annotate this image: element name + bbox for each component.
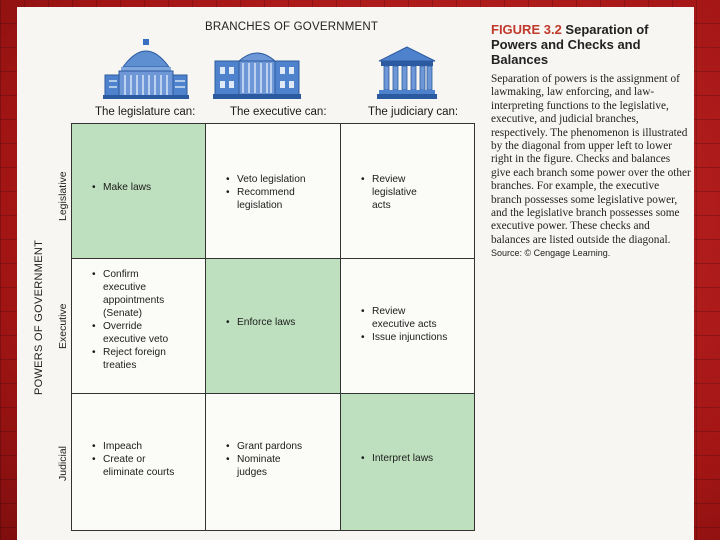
list-item: • Confirm executive appointments (Senate) <box>92 268 168 320</box>
list-item: • Enforce laws <box>226 316 295 329</box>
capitol-building-icon <box>103 37 189 99</box>
cell-list <box>92 181 151 194</box>
white-house-icon <box>213 45 301 99</box>
grid-cell <box>71 123 206 259</box>
figure-source: Source: © Cengage Learning. <box>491 248 611 259</box>
branch-label-judiciary: The judiciary can: <box>368 106 459 118</box>
list-item: • Create or eliminate courts <box>92 453 174 479</box>
cell-list <box>226 316 295 329</box>
powers-grid <box>71 123 475 531</box>
grid-cell <box>71 258 206 394</box>
row-label-executive: Executive <box>57 303 69 349</box>
list-item: • Grant pardons <box>226 440 302 453</box>
branch-label-legislature: The legislature can: <box>95 106 196 118</box>
list-item: • Review legislative acts <box>361 173 417 212</box>
list-item: • Reject foreign treaties <box>92 346 168 372</box>
row-label-legislative: Legislative <box>57 171 69 221</box>
list-item: • Override executive veto <box>92 320 168 346</box>
list-item: • Nominate judges <box>226 453 302 479</box>
list-item: • Recommend legislation <box>226 186 306 212</box>
figure-title <box>491 22 691 67</box>
powers-of-government-label: POWERS OF GOVERNMENT <box>33 239 45 395</box>
cell-list <box>226 173 306 212</box>
cell-list <box>361 305 447 344</box>
grid-cell <box>205 258 341 394</box>
cell-list <box>361 452 433 465</box>
figure-number: FIGURE 3.2 <box>491 22 562 37</box>
list-item: • Issue injunctions <box>361 331 447 344</box>
grid-cell <box>340 393 475 531</box>
list-item: • Impeach <box>92 440 174 453</box>
cell-list <box>92 268 168 372</box>
list-item: • Review executive acts <box>361 305 447 331</box>
grid-cell <box>340 258 475 394</box>
figure-body-text: Separation of powers is the assignment of lawmaking, law enforcing, and law-interpreting functions to the legislative, executive, and judicial branches, respectively. The phenomenon is illustrated by the diagonal from upper left to lower right in the figure. Checks and balances give each branch some power over the other branches. For example, the executive branch possesses some legislative power, and the legislative branch possesses some executive power. These checks and balances are listed outside the diagonal. <box>491 73 691 246</box>
grid-cell <box>340 123 475 259</box>
grid-cell <box>205 123 341 259</box>
grid-cell <box>71 393 206 531</box>
list-item: • Veto legislation <box>226 173 306 186</box>
list-item: • Make laws <box>92 181 151 194</box>
branch-label-executive: The executive can: <box>230 106 327 118</box>
figure-description <box>491 73 691 261</box>
figure-title-text: Separation of Powers and Checks and Balances <box>491 22 649 67</box>
branches-title: BRANCHES OF GOVERNMENT <box>205 21 379 33</box>
grid-cell <box>205 393 341 531</box>
textbook-page <box>17 7 694 540</box>
cell-list <box>226 440 302 479</box>
row-label-judicial: Judicial <box>57 445 69 481</box>
cell-list <box>92 440 174 479</box>
cell-list <box>361 173 417 212</box>
list-item: • Interpret laws <box>361 452 433 465</box>
supreme-court-icon <box>377 45 437 99</box>
